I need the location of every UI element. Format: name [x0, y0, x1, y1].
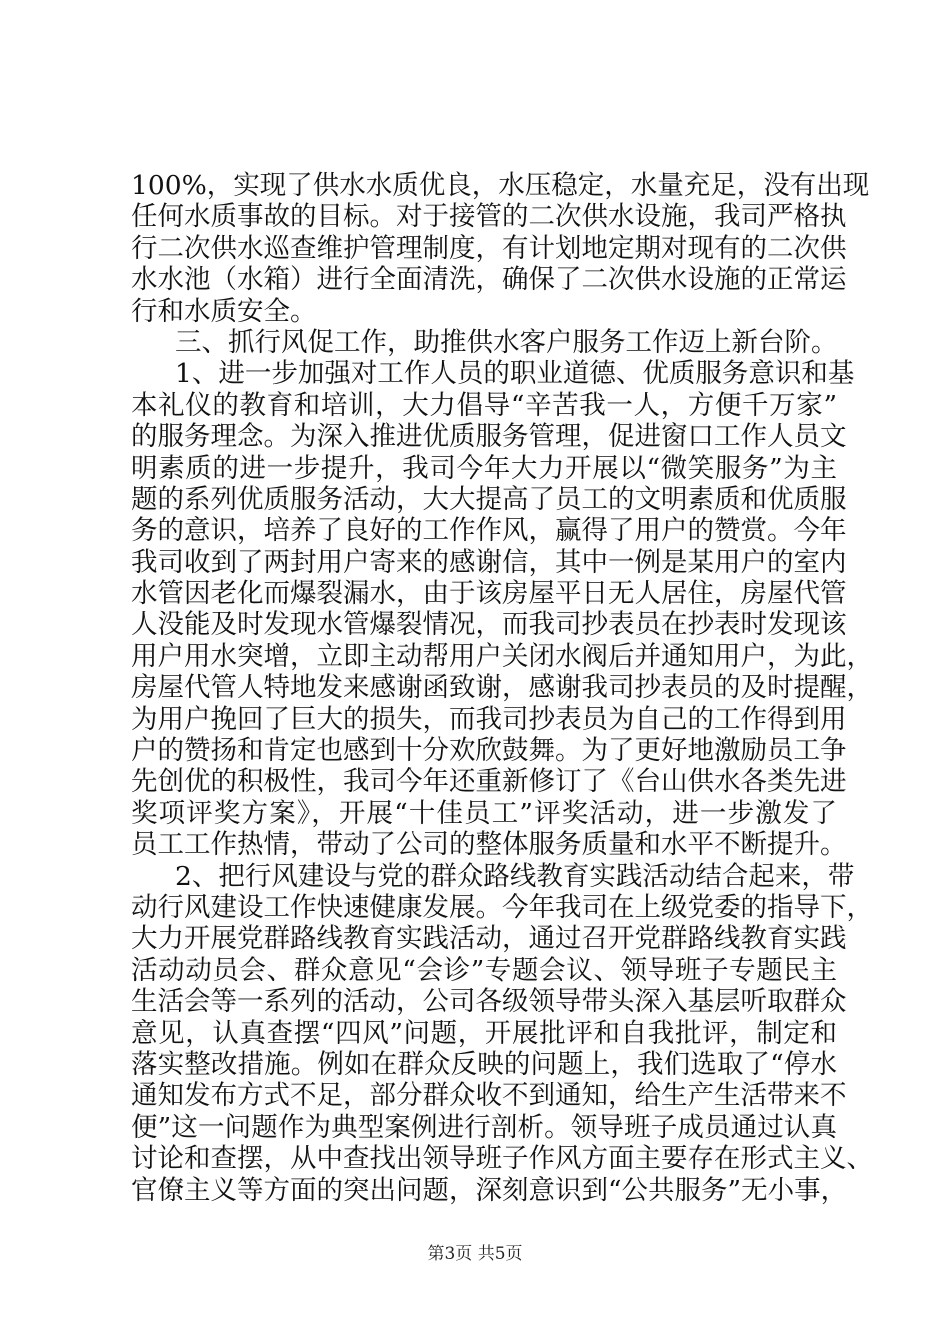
- text-line: 活动动员会、群众意见“会诊”专题会议、领导班子专题民主: [131, 954, 837, 986]
- text-line: 任何水质事故的目标。对于接管的二次供水设施，我司严格执: [131, 201, 847, 233]
- text-line: 生活会等一系列的活动，公司各级领导带头深入基层听取群众: [131, 986, 847, 1018]
- text-line: 我司收到了两封用户寄来的感谢信，其中一例是某用户的室内: [131, 546, 847, 578]
- text-line: 官僚主义等方面的突出问题，深刻意识到“公共服务”无小事，: [131, 1174, 848, 1206]
- text-line: 2、把行风建设与党的群众路线教育实践活动结合起来，带: [175, 860, 855, 892]
- text-line: 户的赞扬和肯定也感到十分欢欣鼓舞。为了更好地激励员工争: [131, 735, 847, 767]
- text-line: 动行风建设工作快速健康发展。今年我司在上级党委的指导下，: [131, 891, 873, 923]
- text-line: 房屋代管人特地发来感谢函致谢，感谢我司抄表员的及时提醒，: [131, 672, 873, 704]
- text-line: 奖项评奖方案》，开展“十佳员工”评奖活动，进一步激发了: [131, 797, 837, 829]
- text-line: 便”这一问题作为典型案例进行剖析。领导班子成员通过认真: [131, 1111, 837, 1143]
- section-heading: 三、抓行风促工作，助推供水客户服务工作迈上新台阶。: [175, 326, 838, 358]
- text-line: 水水池（水箱）进行全面清洗，确保了二次供水设施的正常运: [131, 264, 847, 296]
- text-line: 落实整改措施。例如在群众反映的问题上，我们选取了“停水: [131, 1048, 837, 1080]
- text-line: 先创优的积极性，我司今年还重新修订了《台山供水各类先进: [131, 766, 847, 798]
- text-line: 意见，认真查摆“四风”问题，开展批评和自我批评，制定和: [131, 1017, 837, 1049]
- text-line: 为用户挽回了巨大的损失，而我司抄表员为自己的工作得到用: [131, 703, 847, 735]
- text-line: 行和水质安全。: [131, 295, 317, 327]
- text-line: 讨论和查摆，从中查找出领导班子作风方面主要存在形式主义、: [131, 1143, 873, 1175]
- text-line: 100%，实现了供水水质优良，水压稳定，水量充足，没有出现: [131, 170, 870, 201]
- page-number-footer: 第3页 共5页: [427, 1244, 523, 1264]
- text-line: 人没能及时发现水管爆裂情况，而我司抄表员在抄表时发现该: [131, 609, 847, 641]
- text-line: 1、进一步加强对工作人员的职业道德、优质服务意识和基: [175, 358, 855, 390]
- text-line: 明素质的进一步提升，我司今年大力开展以“微笑服务”为主: [131, 452, 837, 484]
- document-body: [131, 170, 873, 1206]
- text-line: 的服务理念。为深入推进优质服务管理，促进窗口工作人员文: [131, 421, 847, 453]
- text-line: 大力开展党群路线教育实践活动，通过召开党群路线教育实践: [131, 923, 847, 955]
- text-line: 员工工作热情，带动了公司的整体服务质量和水平不断提升。: [131, 829, 847, 861]
- text-line: 题的系列优质服务活动，大大提高了员工的文明素质和优质服: [131, 483, 847, 515]
- text-line: 通知发布方式不足，部分群众收不到通知，给生产生活带来不: [131, 1080, 847, 1112]
- text-line: 务的意识，培养了良好的工作作风，赢得了用户的赞赏。今年: [131, 515, 847, 547]
- text-line: 行二次供水巡查维护管理制度，有计划地定期对现有的二次供: [131, 232, 847, 264]
- text-line: 水管因老化而爆裂漏水，由于该房屋平日无人居住，房屋代管: [131, 578, 847, 610]
- text-line: 本礼仪的教育和培训，大力倡导“辛苦我一人，方便千万家”: [131, 389, 837, 421]
- text-line: 用户用水突增，立即主动帮用户关闭水阀后并通知用户，为此，: [131, 640, 873, 672]
